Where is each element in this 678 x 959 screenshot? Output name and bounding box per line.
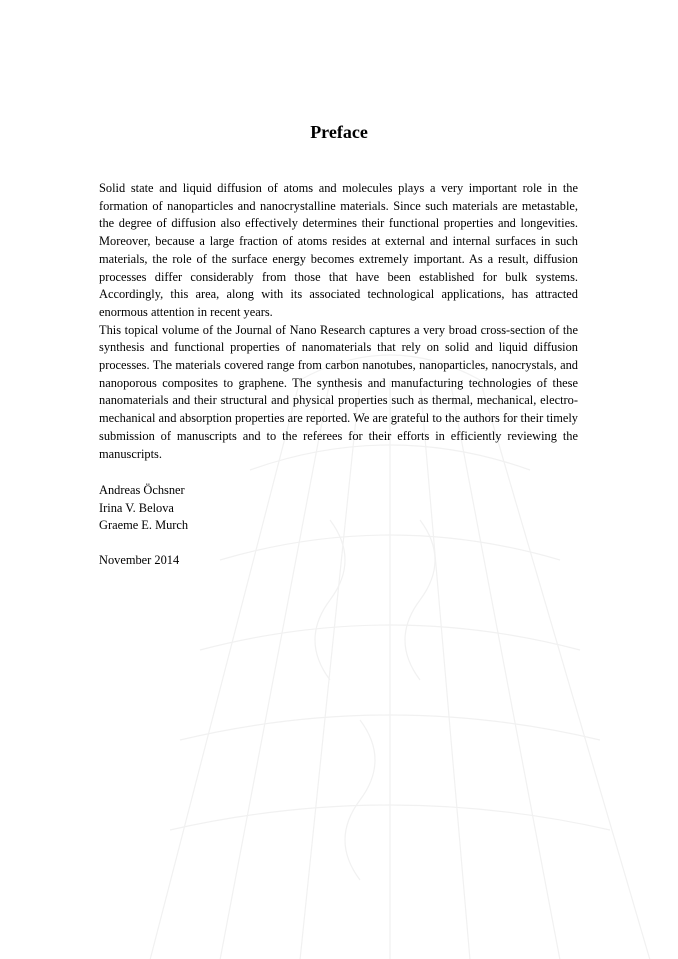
page-title: Preface <box>310 122 368 142</box>
author-name: Irina V. Belova <box>99 500 174 515</box>
author-name: Andreas Öchsner <box>99 483 185 497</box>
paragraph-2: This topical volume of the Journal of Nano Research captures a very broad cross-section of the synthesis and functional properties of nanomaterials that rely on solid and liquid diffusion processes. The materials covered range from carbon nanotubes, nanoparticles, nanocrystals, and nanoporous composites to graphene. The synthesis and manufacturing technologies of these nanomaterials and their structural and physical properties such as thermal, mechanical, electro-mechanical and absorption properties are reported. We are grateful to the authors for their timely submission of manuscripts and to the referees for their efforts in efficiently reviewing the manuscripts. <box>99 322 578 461</box>
publication-date: November 2014 <box>99 553 180 567</box>
preface-body <box>99 180 578 463</box>
author-name: Graeme E. Murch <box>99 518 189 533</box>
author-list <box>99 482 188 535</box>
paragraph-1: Solid state and liquid diffusion of atoms and molecules plays a very important role in the formation of nanoparticles and nanocrystalline materials. Since such materials are metastable, the degree of diffusion also effectively determines their functional properties and longevities. Moreover, because a large fraction of atoms resides at external and internal surfaces in such materials, the role of the surface energy becomes extremely important. As a result, diffusion processes differ considerably from those that have been established for bulk systems. Accordingly, this area, along with its associated technological applications, has attracted enormous attention in recent years. <box>99 181 578 319</box>
